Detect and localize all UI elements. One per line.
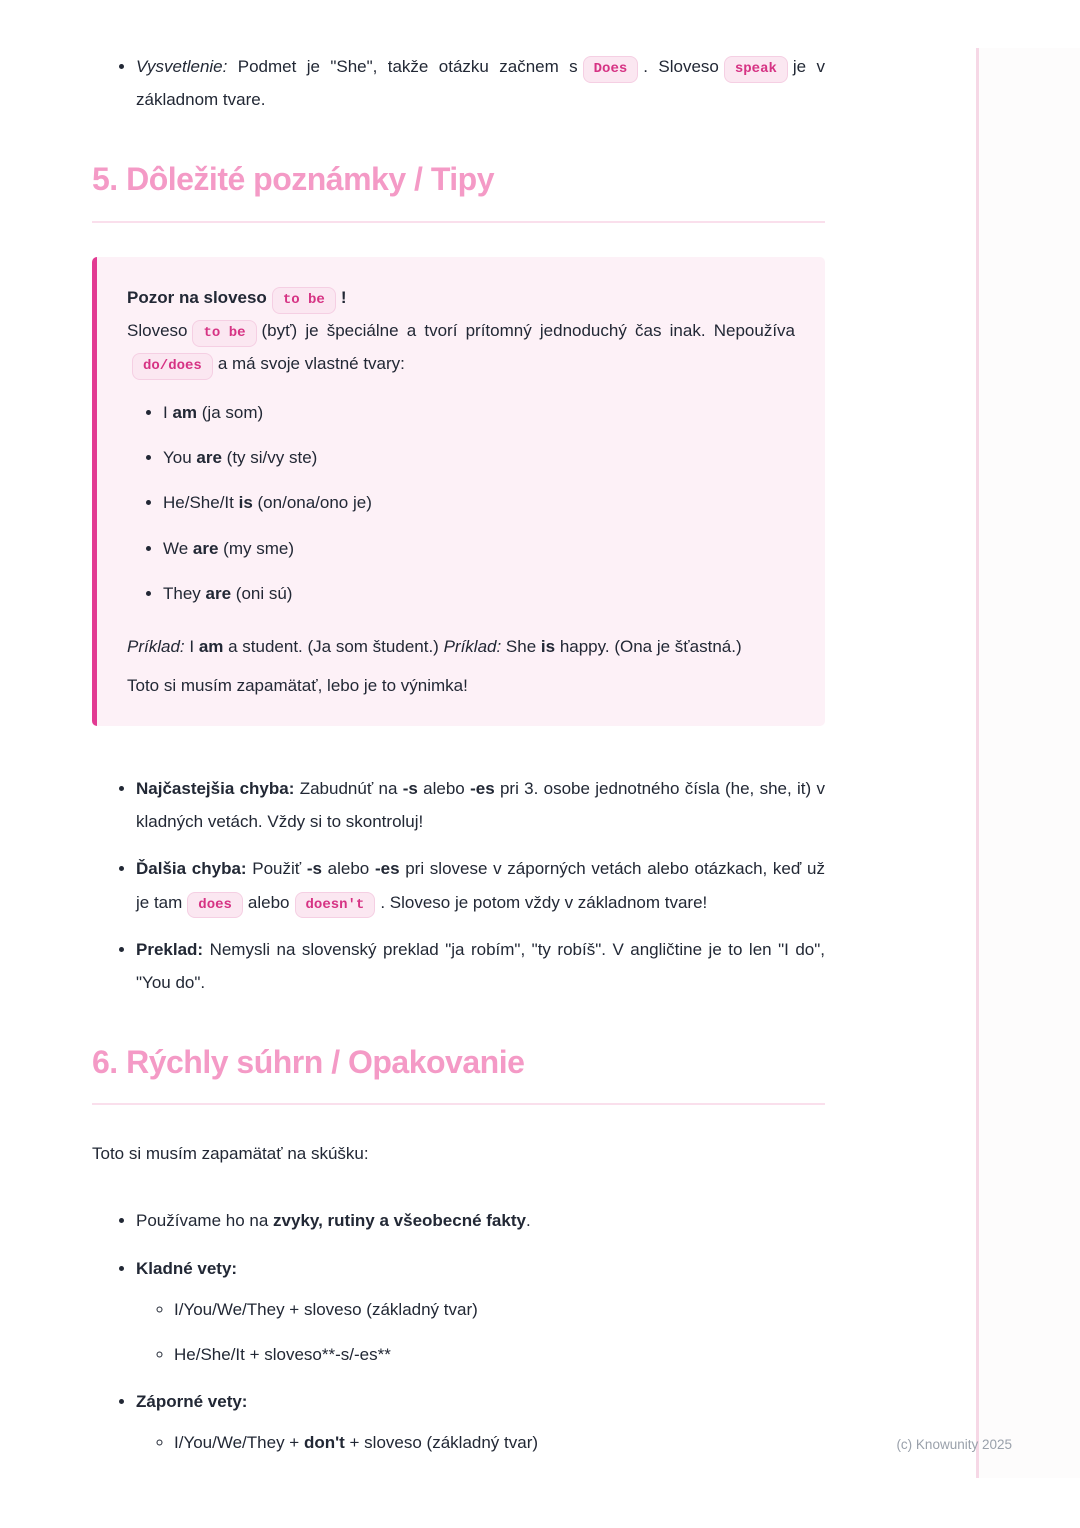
code-chip: speak: [724, 56, 788, 83]
list-item: [136, 1385, 825, 1459]
callout-example: Príklad: I am a student. (Ja som študent.) Príklad: She is happy. (Ona je šťastná.): [127, 636, 742, 656]
code-chip: to be: [192, 320, 256, 347]
section-divider: [92, 221, 825, 223]
zaporne-sublist: [136, 1426, 825, 1459]
section-divider: [92, 1103, 825, 1105]
list-item: • We are (my sme): [163, 532, 795, 565]
code-chip: do/does: [132, 353, 213, 380]
list-item: ◦ He/She/It + sloveso**-s/-es**: [174, 1338, 825, 1371]
tips-list: [92, 772, 825, 999]
list-item-label: Záporné vety:: [136, 1392, 248, 1412]
list-item: • Ďalšia chyba: Použiť -s alebo -es pri slovese v záporných vetách alebo otázkach, keď už je tam does alebo doesn't . Sloveso je potom vždy v základnom tvare!: [136, 852, 825, 918]
summary-list: [92, 1204, 825, 1459]
list-item: [136, 1252, 825, 1371]
kladne-sublist: [136, 1293, 825, 1371]
list-item-label: Kladné vety:: [136, 1258, 238, 1278]
list-item: • I am (ja som): [163, 396, 795, 429]
callout-paragraph: Sloveso to be (byť) je špeciálne a tvorí prítomný jednoduchý čas inak. Nepoužívado/does a má svoje vlastné tvary:: [127, 314, 795, 380]
list-item: • Vysvetlenie: Podmet je "She", takže otázku začnem s Does . Sloveso speak je v základnom tvare.: [136, 50, 825, 116]
list-item: • He/She/It is (on/ona/ono je): [163, 486, 795, 519]
list-item: • Najčastejšia chyba: Zabudnúť na -s alebo -es pri 3. osobe jednotného čísla (he, she, it) v kladných vetách. Vždy si to skontroluj!: [136, 772, 825, 838]
be-forms-list: [127, 396, 795, 610]
page-edge-line: [976, 48, 979, 1478]
list-item: • Používame ho na zvyky, rutiny a všeobecné fakty.: [136, 1204, 825, 1237]
list-item: ◦ I/You/We/They + sloveso (základný tvar): [174, 1293, 825, 1326]
callout-box: [92, 257, 825, 726]
list-item: ◦ I/You/We/They + don't + sloveso (základný tvar): [174, 1426, 825, 1459]
page-edge-strip: [979, 48, 1080, 1478]
callout-note: Toto si musím zapamätať, lebo je to výnimka!: [127, 675, 468, 695]
code-chip: Does: [583, 56, 639, 83]
list-item: • They are (oni sú): [163, 577, 795, 610]
code-chip: doesn't: [295, 892, 376, 919]
copyright-note: (c) Knowunity 2025: [896, 1437, 1012, 1452]
section-5-title: 5. Dôležité poznámky / Tipy: [92, 161, 495, 198]
section-6-title: 6. Rýchly súhrn / Opakovanie: [92, 1043, 525, 1080]
intro-list: [92, 50, 825, 116]
list-item: • You are (ty si/vy ste): [163, 441, 795, 474]
callout-heading: Pozor na sloveso to be !: [127, 281, 795, 314]
code-chip: does: [187, 892, 243, 919]
code-chip: to be: [272, 287, 336, 314]
list-item: • Preklad: Nemysli na slovenský preklad "ja robím", "ty robíš". V angličtine je to len "I do", "You do".: [136, 933, 825, 999]
section-6-intro: Toto si musím zapamätať na skúšku:: [92, 1144, 369, 1164]
